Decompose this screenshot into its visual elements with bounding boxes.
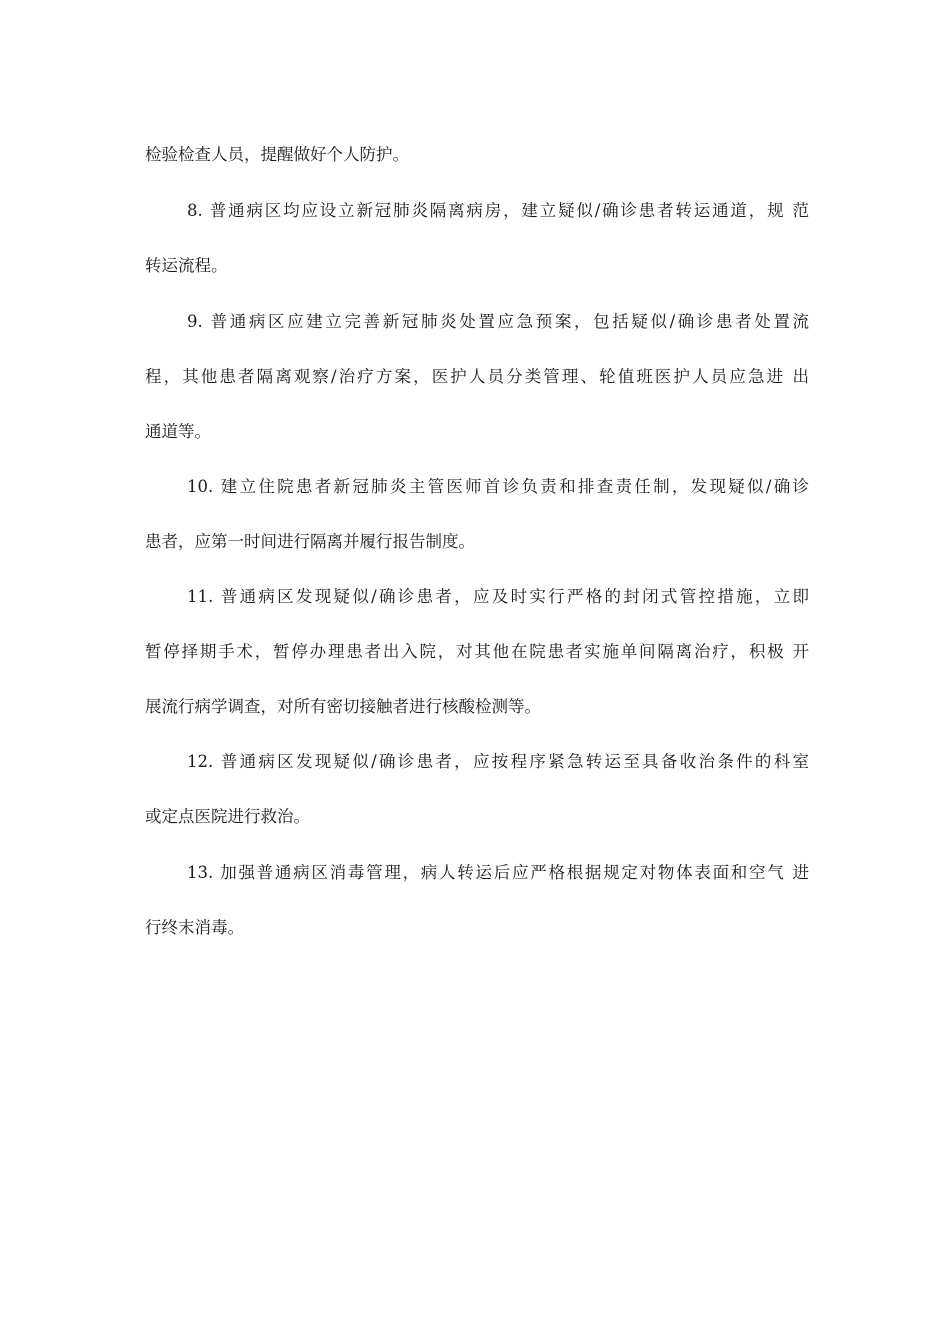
item-8-line-1: 8. 普通病区均应设立新冠肺炎隔离病房，建立疑似/确诊患者转运通道，规 范 — [187, 201, 809, 220]
item-9-line-3: 通道等。 — [145, 422, 211, 441]
item-8-line-2: 转运流程。 — [145, 256, 228, 275]
item-11-line-2: 暂停择期手术，暂停办理患者出入院，对其他在院患者实施单间隔离治疗，积极 开 — [145, 642, 809, 661]
item-13-line-2: 行终末消毒。 — [145, 918, 244, 937]
item-9-line-1: 9. 普通病区应建立完善新冠肺炎处置应急预案，包括疑似/确诊患者处置流 — [187, 312, 809, 331]
item-11-line-1: 11. 普通病区发现疑似/确诊患者，应及时实行严格的封闭式管控措施，立即 — [187, 587, 809, 606]
item-13-line-1: 13. 加强普通病区消毒管理，病人转运后应严格根据规定对物体表面和空气 进 — [187, 863, 809, 882]
item-9-line-2: 程，其他患者隔离观察/治疗方案，医护人员分类管理、轮值班医护人员应急进 出 — [145, 367, 809, 386]
item-11-line-3: 展流行病学调查，对所有密切接触者进行核酸检测等。 — [145, 697, 541, 716]
item-12-line-2: 或定点医院进行救治。 — [145, 807, 310, 826]
text-line: 检验检查人员，提醒做好个人防护。 — [145, 145, 409, 164]
item-10-line-1: 10. 建立住院患者新冠肺炎主管医师首诊负责和排查责任制，发现疑似/确诊 — [187, 477, 809, 496]
item-10-line-2: 患者，应第一时间进行隔离并履行报告制度。 — [145, 532, 475, 551]
item-12-line-1: 12. 普通病区发现疑似/确诊患者，应按程序紧急转运至具备收治条件的科室 — [187, 752, 809, 771]
